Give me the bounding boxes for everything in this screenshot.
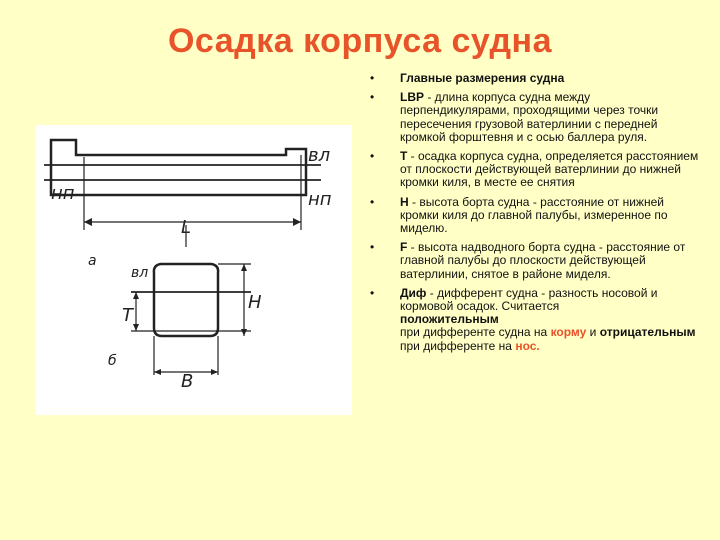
bullet-dot: •: [370, 71, 375, 85]
bullet-dot: •: [370, 285, 375, 300]
midship-section-outline: [154, 264, 218, 336]
label-vl-section: вл: [131, 265, 149, 281]
bullet-head: H: [400, 194, 409, 209]
bullet-text: - высота борта судна - расстояние от нижней кромки киля до главной палубы, измеренное по миделю.: [400, 194, 668, 236]
definitions-list: [370, 72, 700, 359]
bullet-head: Диф: [400, 285, 427, 300]
bullet-draft: [370, 150, 700, 190]
bullet-text: - осадка корпуса судна, определяется расстоянием от плоскости действующей ватерлинии до нижней кромки киля, в месте ее снятия: [400, 149, 699, 190]
bullet-positive: положительным: [400, 312, 499, 327]
bullet-main-dimensions: [370, 72, 700, 85]
label-breadth: B: [181, 371, 194, 392]
label-np-left: нп: [51, 183, 75, 204]
label-vl-top: вл: [308, 145, 331, 166]
label-depth: H: [248, 292, 262, 313]
label-np-right: нп: [308, 189, 332, 210]
hull-diagram: [36, 125, 352, 415]
label-a: а: [88, 253, 97, 269]
bullet-dot: •: [370, 90, 375, 105]
bullet-trim: [370, 287, 700, 353]
bullet-head: LBP: [400, 90, 424, 105]
bullet-dot: •: [370, 194, 375, 209]
bullet-depth: [370, 196, 700, 236]
bullet-dot: •: [370, 240, 375, 255]
bullet-bow: нос.: [515, 338, 540, 353]
bullet-head: T: [400, 149, 408, 164]
label-b: б: [108, 353, 117, 369]
bullet-and: и: [589, 325, 597, 340]
bullet-text: - дифферент судна - разность носовой и кормовой осадок. Считается: [400, 285, 658, 314]
hull-drawing: [36, 125, 352, 415]
bullet-negative: отрицательным: [599, 325, 696, 340]
bullet-lbp: [370, 91, 700, 144]
slide-title: Осадка корпуса судна: [167, 22, 553, 60]
bullet-text: - высота надводного борта судна - расстояние от главной палубы до плоскости действующей ватерлинии, снятое в районе миделя.: [400, 240, 686, 281]
bullet-mid2: при дифференте на: [400, 338, 512, 353]
label-length: L: [181, 217, 192, 238]
bullet-head: F: [400, 240, 408, 255]
hull-side-outline: [51, 140, 306, 195]
bullet-dot: •: [370, 149, 375, 164]
bullet-text: Главные размерения судна: [400, 71, 565, 85]
bullet-freeboard: [370, 241, 700, 281]
bullet-stern: корму: [550, 325, 587, 340]
label-draft: T: [122, 305, 133, 326]
bullet-mid: при дифференте судна на: [400, 325, 548, 340]
bullet-text: - длина корпуса судна между перпендикулярами, проходящими через точки пересечения грузовой ватерлинии с передней кромкой форштевня и с осью баллера руля.: [400, 90, 659, 144]
